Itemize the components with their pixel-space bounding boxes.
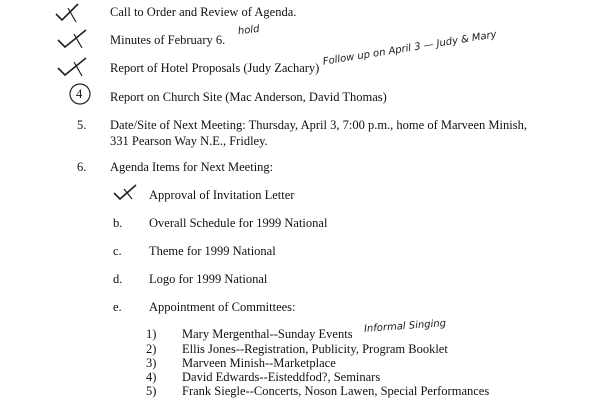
committee-number: 1) (146, 327, 157, 341)
subitem-b-text: Overall Schedule for 1999 National (149, 216, 328, 230)
checkmark-icon (56, 28, 90, 52)
agenda-item-6-number: 6. (77, 160, 87, 174)
agenda-item-5-number: 5. (77, 118, 87, 132)
subitem-c-letter: c. (113, 244, 122, 258)
agenda-item-1-text: Call to Order and Review of Agenda. (110, 5, 297, 19)
subitem-e-text: Appointment of Committees: (149, 300, 296, 314)
committee-number: 2) (146, 342, 157, 356)
subitem-b-letter: b. (113, 216, 123, 230)
subitem-c-text: Theme for 1999 National (149, 244, 276, 258)
checkmark-icon (54, 2, 84, 24)
subitem-a-text: Approval of Invitation Letter (149, 188, 295, 202)
checkmark-icon (112, 183, 140, 203)
handwritten-note-hotel: Follow up on April 3 — Judy & Mary (322, 29, 498, 68)
agenda-item-2-text: Minutes of February 6. (110, 33, 226, 47)
agenda-item-5-text: Date/Site of Next Meeting: Thursday, April 3, 7:00 p.m., home of Marveen Minish, (110, 118, 527, 132)
agenda-item-3-text: Report of Hotel Proposals (Judy Zachary) (110, 61, 320, 75)
committee-item: Mary Mergenthal--Sunday Events (182, 327, 353, 341)
agenda-item-5-text-line2: 331 Pearson Way N.E., Fridley. (110, 134, 268, 148)
subitem-e-letter: e. (113, 300, 122, 314)
handwritten-note-committee: Informal Singing (363, 318, 447, 335)
subitem-d-letter: d. (113, 272, 123, 286)
committee-item: Frank Siegle--Concerts, Noson Lawen, Special Performances (182, 384, 490, 398)
checkmark-icon (56, 56, 90, 80)
committee-item: Ellis Jones--Registration, Publicity, Program Booklet (182, 342, 448, 356)
agenda-item-4-number: 4 (76, 87, 83, 101)
committee-item: Marveen Minish--Marketplace (182, 356, 336, 370)
committee-number: 4) (146, 370, 157, 384)
agenda-item-6-text: Agenda Items for Next Meeting: (110, 160, 274, 174)
committee-number: 5) (146, 384, 157, 398)
handwritten-note-minutes: hold (237, 23, 261, 38)
agenda-item-4-text: Report on Church Site (Mac Anderson, David Thomas) (110, 90, 387, 104)
committee-item: David Edwards--Eisteddfod?, Seminars (182, 370, 381, 384)
committee-number: 3) (146, 356, 157, 370)
subitem-d-text: Logo for 1999 National (149, 272, 268, 286)
